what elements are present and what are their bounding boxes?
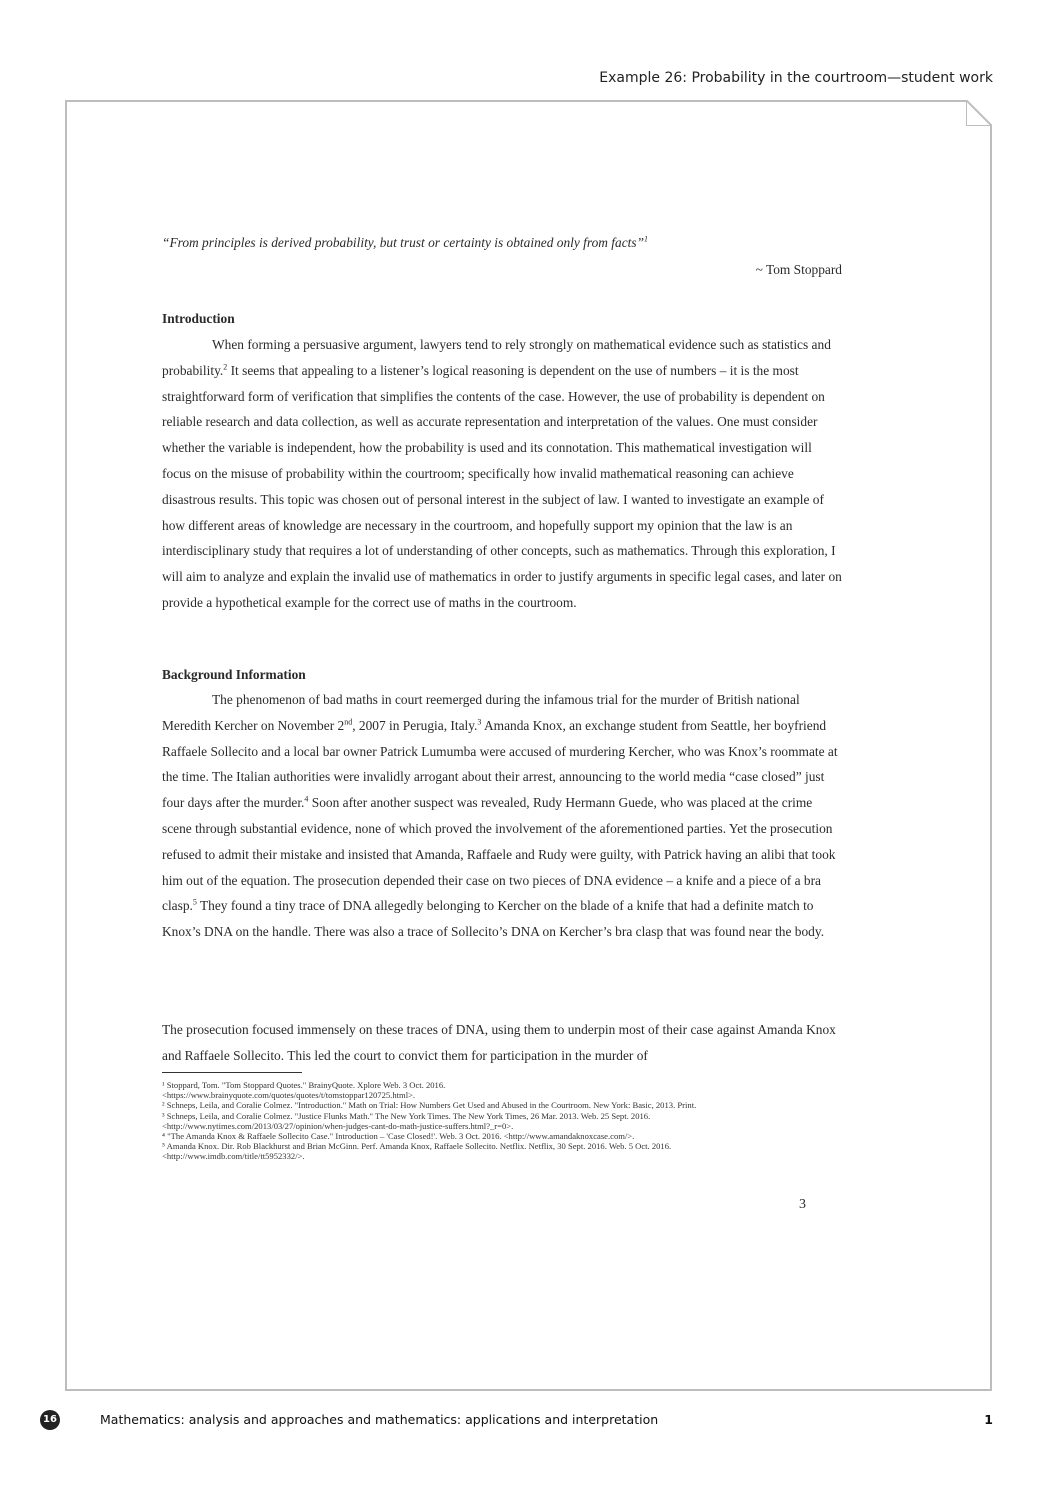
footnote-line: ⁵ Amanda Knox. Dir. Rob Blackhurst and Brian McGinn. Perf. Amanda Knox, Raffaele Sollecito. Netflix. Netflix, 30 Sept. 2016. Web. 5 Oct. 2016. [162, 1141, 672, 1152]
section-heading-introduction: Introduction [162, 311, 235, 326]
footnote-line: ¹ Stoppard, Tom. "Tom Stoppard Quotes." BrainyQuote. Xplore Web. 3 Oct. 2016. [162, 1080, 446, 1090]
folded-corner-icon [966, 100, 992, 126]
footnote-line: <http://www.imdb.com/title/tt5952332/>. [162, 1151, 305, 1162]
paragraph-text: The phenomenon of bad maths in court reemerged during the infamous trial for the murder of British national Meredith Kercher on November 2 [162, 692, 800, 733]
paragraph-text: Amanda Knox, an exchange student from Seattle, her boyfriend Raffaele Sollecito and a local bar owner Patrick Lumumba were accused of murdering Kercher, who was Knox’s roommate at the time. The Italian authorities were invalidly arrogant about their arrest, announcing to the world media “case closed” just four days after the murder. [162, 717, 838, 811]
footnote-line: <http://www.nytimes.com/2013/03/27/opinion/when-judges-cant-do-math-justice-suffers.html?_r=0>. [162, 1120, 514, 1131]
paragraph-text: The prosecution focused immensely on these traces of DNA, using them to underpin most of their case against Amanda Knox and Raffaele Sollecito. This led the court to convict them for participation in the murder of [162, 1022, 836, 1063]
paragraph-text: Soon after another suspect was revealed, Rudy Hermann Guede, who was placed at the crime scene through substantial evidence, none of which proved the involvement of the aforementioned parties. Yet the prosecution refused to admit their mistake and insisted that Amanda, Raffaele and Rudy were guilty, with Patrick having an alibi that took him out of the equation. The prosecution depended their case on two pieces of DNA evidence – a knife and a piece of a bra clasp. [162, 795, 836, 914]
footnote-ref: 2 [223, 362, 228, 372]
footnote-ref: 5 [192, 897, 197, 907]
page-footer [40, 1410, 993, 1434]
paragraph-text: When forming a persuasive argument, lawyers tend to rely strongly on mathematical evidence such as statistics and probability. [162, 337, 831, 378]
ib-logo-icon: 16 [40, 1410, 60, 1430]
essay-page-number: 3 [799, 1197, 806, 1212]
footnote-line: ³ Schneps, Leila, and Coralie Colmez. "Justice Flunks Math." The New York Times. The New York Times, 26 Mar. 2013. Web. 25 Sept. 2016. [162, 1110, 651, 1121]
introduction-paragraph [162, 332, 842, 616]
paragraph-text: It seems that appealing to a listener’s logical reasoning is dependent on the use of numbers – it is the most straightforward form of verification that simplifies the contents of the case. However, the use of probability is dependent on reliable research and data collection, as well as accurate representation and interpretation of the values. One must consider whether the variable is independent, how the probability is used and its connotation. This mathematical investigation will focus on the misuse of probability within the courtroom; specifically how invalid mathematical reasoning can achieve disastrous results. This topic was chosen out of personal interest in the subject of law. I wanted to investigate an example of how different areas of knowledge are necessary in the courtroom, and hopefully support my opinion that the law is an interdisciplinary study that requires a lot of understanding of other concepts, such as mathematics. Through this exploration, I will aim to analyze and explain the invalid use of mathematics in order to justify arguments in specific legal cases, and later on provide a hypothetical example for the correct use of maths in the courtroom. [162, 362, 842, 610]
background-paragraph [162, 687, 842, 945]
quote-text: “From principles is derived probability, but trust or certainty is obtained only from facts” [162, 235, 645, 250]
footnote-ref: 4 [304, 794, 309, 804]
quote-author: ~ Tom Stoppard [755, 262, 842, 277]
background-paragraph-2 [162, 1017, 842, 1069]
footnote-divider [162, 1072, 302, 1073]
footnote-line: <https://www.brainyquote.com/quotes/quotes/t/tomstoppar120725.html>. [162, 1090, 416, 1101]
footnote-ref: 3 [477, 717, 482, 727]
paragraph-text: , 2007 in Perugia, Italy. [352, 717, 478, 733]
footnote-ref: 1 [644, 234, 649, 244]
footnote-line: ² Schneps, Leila, and Coralie Colmez. "Introduction." Math on Trial: How Numbers Get Used and Abused in the Courtroom. New York: Basic, 2013. Print. [162, 1100, 697, 1111]
footer-subject-title: Mathematics: analysis and approaches and mathematics: applications and interpretation [100, 1412, 659, 1427]
section-heading-background: Background Information [162, 667, 306, 682]
page-header-title: Example 26: Probability in the courtroom—student work [599, 70, 993, 86]
footer-page-number: 1 [984, 1412, 993, 1427]
ordinal-suffix: nd [344, 717, 353, 727]
paragraph-text: They found a tiny trace of DNA allegedly belonging to Kercher on the blade of a knife that had a definite match to Knox’s DNA on the handle. There was also a trace of Sollecito’s DNA on Kercher’s bra clasp that was found near the body. [162, 898, 825, 940]
footnote-line: ⁴ "The Amanda Knox & Raffaele Sollecito Case." Introduction – 'Case Closed!'. Web. 3 Oct. 2016. <http://www.amandaknoxcase.com/>. [162, 1131, 635, 1142]
epigraph-quote [162, 230, 648, 256]
footnotes [162, 1080, 862, 1162]
